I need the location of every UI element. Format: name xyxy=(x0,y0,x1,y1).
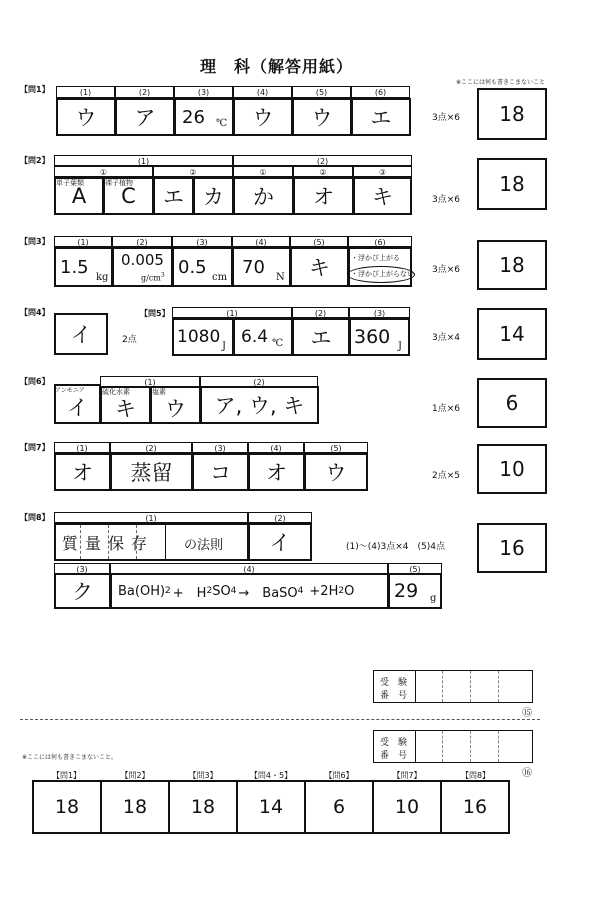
q5-header-1: (1) xyxy=(172,307,292,318)
q6-label: 【問6】 xyxy=(20,377,50,386)
summary-header-7: 【問8】 xyxy=(460,771,491,780)
q6-answer-4[interactable]: ア, ウ, キ xyxy=(200,386,319,424)
q8-answer-2[interactable]: イ xyxy=(248,523,312,561)
q5-unit-1b: ℃ xyxy=(272,338,284,349)
cut-line xyxy=(20,719,540,720)
q3-header-3: (3) xyxy=(172,236,232,247)
q5-points: 3点×4 xyxy=(432,333,460,343)
q1-answer-6[interactable]: エ xyxy=(351,98,411,136)
q3-label: 【問3】 xyxy=(20,237,50,246)
q8-divider-2 xyxy=(108,525,109,559)
summary-header-1: 【問1】 xyxy=(51,771,82,780)
q4-label: 【問4】 xyxy=(20,308,50,317)
summary-header-5: 【問6】 xyxy=(324,771,354,780)
q3-unit-4: N xyxy=(276,272,285,283)
q6-group-1: (1) xyxy=(100,376,200,387)
q1-answer-5[interactable]: ウ xyxy=(292,98,352,136)
q7-header-4: (4) xyxy=(248,442,304,453)
exam-digit-sep-2c xyxy=(498,731,499,762)
q3-option-b[interactable]: ・浮かび上がらない xyxy=(351,270,414,278)
q8-char-1: 質 xyxy=(62,533,79,553)
q3-header-5: (5) xyxy=(290,236,348,247)
q3-header-1: (1) xyxy=(54,236,112,247)
q4-points: 2点 xyxy=(122,335,137,345)
q3-unit-2 xyxy=(141,272,165,283)
q1-unit-3: ℃ xyxy=(216,118,228,129)
q1-answer-4[interactable]: ウ xyxy=(233,98,293,136)
summary-score-2: 18 xyxy=(100,780,170,834)
q7-label: 【問7】 xyxy=(20,443,50,452)
summary-score-6: 10 xyxy=(372,780,442,834)
q8-header-1: (1) xyxy=(54,512,248,523)
q6-sub-2: 硫化水素 xyxy=(102,388,130,396)
q2-sub-1: ① xyxy=(54,166,153,177)
q8-eq-h: 4 xyxy=(297,586,304,596)
q5-label: 【問5】 xyxy=(140,309,170,318)
q2-sub-2: ② xyxy=(153,166,233,177)
q1-score: 18 xyxy=(477,88,547,140)
q1-answer-3[interactable] xyxy=(174,98,234,136)
q8-char-4: 存 xyxy=(131,533,148,553)
q8-eq-e: SO xyxy=(212,583,231,599)
q2-answer-o[interactable]: オ xyxy=(293,177,354,215)
q5-answer-1b[interactable] xyxy=(233,318,293,356)
q7-answer-5[interactable]: ウ xyxy=(304,453,368,491)
q1-answer-1[interactable]: ウ xyxy=(56,98,116,136)
summary-score-4: 14 xyxy=(236,780,306,834)
q1-header-3: (3) xyxy=(174,86,233,98)
summary-header-6: 【問7】 xyxy=(392,771,422,780)
q1-header-4: (4) xyxy=(233,86,292,98)
q3-answer-3-value: 0.5 xyxy=(178,256,207,278)
q3-unit-1: kg xyxy=(96,272,109,283)
q2-cat-1: 単子葉類 xyxy=(56,179,84,187)
q6-answer-1[interactable]: イ xyxy=(54,384,101,424)
q1-label: 【問1】 xyxy=(20,85,50,94)
q6-group-2: (2) xyxy=(200,376,318,387)
q1-points: 3点×6 xyxy=(432,113,460,123)
q3-unit-3: cm xyxy=(212,272,228,283)
summary-score-1: 18 xyxy=(32,780,102,834)
q8-eq-a: Ba(OH) xyxy=(118,583,166,599)
q8-eq-d: 2 xyxy=(206,586,213,596)
q3-unit-2-cube: 3 xyxy=(160,272,165,279)
q2-points: 3点×6 xyxy=(432,195,460,205)
q7-header-3: (3) xyxy=(192,442,248,453)
q5-answer-2[interactable]: エ xyxy=(292,318,350,356)
summary-score-3: 18 xyxy=(168,780,238,834)
q8-header-5: (5) xyxy=(388,563,442,574)
q3-answer-2-value: 0.005 xyxy=(121,251,164,269)
q45-score: 14 xyxy=(477,308,547,360)
summary-score-7: 16 xyxy=(440,780,510,834)
q1-header-2: (2) xyxy=(115,86,174,98)
q8-char-2: 量 xyxy=(85,533,102,553)
q3-header-4: (4) xyxy=(232,236,290,247)
q8-answer-3[interactable]: ク xyxy=(54,573,111,609)
q5-answer-3-value: 360 xyxy=(354,326,391,348)
q3-header-6: (6) xyxy=(348,236,412,247)
q1-answer-3-value: 26 xyxy=(182,106,205,128)
q6-score: 6 xyxy=(477,378,547,428)
q7-header-5: (5) xyxy=(304,442,368,453)
q8-header-2: (2) xyxy=(248,512,312,523)
exam-digit-sep-2a xyxy=(442,731,443,762)
q6-answer-2[interactable]: キ xyxy=(100,386,151,424)
exam-label-1b: 番 号 xyxy=(380,691,408,701)
q8-divider-3 xyxy=(136,525,137,559)
q5-unit-1a: J xyxy=(222,341,227,352)
q2-sub-3: ① xyxy=(233,166,293,177)
q8-score: 16 xyxy=(477,523,547,573)
q2-answer-ka[interactable]: カ xyxy=(193,177,234,215)
q8-eq-j: 2 xyxy=(338,586,345,596)
q8-divider-4 xyxy=(165,525,166,559)
q2-sub-5: ③ xyxy=(353,166,412,177)
exam-mark-2: ⑯ xyxy=(522,768,532,779)
q2-answer-ka-hira[interactable]: か xyxy=(233,177,294,215)
q2-answer-a[interactable]: A xyxy=(54,177,104,215)
exam-digit-sep-2b xyxy=(470,731,471,762)
q7-answer-4[interactable]: オ xyxy=(248,453,305,491)
q2-label: 【問2】 xyxy=(20,156,50,165)
summary-header-2: 【問2】 xyxy=(120,771,150,780)
summary-header-3: 【問3】 xyxy=(188,771,218,780)
q6-points: 1点×6 xyxy=(432,404,460,414)
q8-eq-g: → BaSO xyxy=(238,585,298,601)
q2-sub-4: ② xyxy=(293,166,353,177)
q1-header-1: (1) xyxy=(56,86,115,98)
q5-answer-1b-value: 6.4 xyxy=(241,327,269,347)
q8-eq-c: + H xyxy=(172,585,207,601)
q8-answer-4[interactable] xyxy=(110,573,389,609)
q1-header-6: (6) xyxy=(351,86,410,98)
q6-sub-1: アンモニア xyxy=(55,387,85,394)
exam-digit-sep-1a xyxy=(442,671,443,702)
q2-answer-c[interactable]: C xyxy=(103,177,154,215)
exam-digit-sep-1c xyxy=(498,671,499,702)
q8-divider-1 xyxy=(80,525,81,559)
q5-header-3: (3) xyxy=(349,307,410,318)
q3-header-2: (2) xyxy=(112,236,172,247)
note-top: ※ここには何も書きこまないこと xyxy=(456,79,546,86)
q7-answer-3[interactable]: コ xyxy=(192,453,249,491)
q3-unit-2-text: g/cm xyxy=(141,273,161,283)
q8-eq-f: 4 xyxy=(230,586,237,596)
exam-label-2a: 受 験 xyxy=(380,738,408,748)
q3-option-a[interactable]: ・浮かび上がる xyxy=(351,254,400,262)
q5-header-2: (2) xyxy=(292,307,349,318)
q3-score: 18 xyxy=(477,240,547,290)
q5-unit-3: J xyxy=(398,341,403,352)
q8-points: (1)～(4)3点×4 (5)4点 xyxy=(346,542,445,552)
q8-eq-k: O xyxy=(344,583,355,599)
q4-answer[interactable]: イ xyxy=(54,313,108,355)
exam-label-2b: 番 号 xyxy=(380,751,408,761)
q2-answer-ki[interactable]: キ xyxy=(353,177,412,215)
q2-group-2: (2) xyxy=(233,155,412,166)
exam-label-1a: 受 験 xyxy=(380,678,408,688)
summary-score-5: 6 xyxy=(304,780,374,834)
q3-points: 3点×6 xyxy=(432,265,460,275)
q2-score: 18 xyxy=(477,158,547,210)
q6-sub-3: 塩素 xyxy=(152,388,166,396)
q2-group-1: (1) xyxy=(54,155,233,166)
q3-answer-5[interactable]: キ xyxy=(290,247,349,287)
q7-points: 2点×5 xyxy=(432,471,460,481)
page-title: 理 科（解答用紙） xyxy=(200,57,354,76)
q8-eq-i: +2H xyxy=(309,583,339,599)
exam-mark-1: ⑮ xyxy=(522,708,532,719)
q2-cat-2: 裸子植物 xyxy=(105,179,133,187)
q5-answer-1a-value: 1080 xyxy=(177,327,221,347)
q7-header-2: (2) xyxy=(110,442,192,453)
q8-header-4: (4) xyxy=(110,563,388,574)
note-bottom: ※ここには何も書きこまないこと。 xyxy=(22,754,118,761)
q3-answer-4-value: 70 xyxy=(242,256,265,278)
q7-header-1: (1) xyxy=(54,442,110,453)
q8-unit-5: g xyxy=(430,593,437,604)
q8-label: 【問8】 xyxy=(20,513,50,522)
summary-header-4: 【問4・5】 xyxy=(249,771,293,780)
summary-table xyxy=(32,770,510,834)
q7-answer-1[interactable]: オ xyxy=(54,453,111,491)
q8-eq-b: 2 xyxy=(165,586,171,596)
q1-answer-2[interactable]: ア xyxy=(115,98,175,136)
q3-answer-1-value: 1.5 xyxy=(60,256,89,278)
q8-header-3: (3) xyxy=(54,563,110,574)
exam-digit-sep-1b xyxy=(470,671,471,702)
q8-char-3: 保 xyxy=(108,533,125,553)
q7-score: 10 xyxy=(477,444,547,494)
q1-header-5: (5) xyxy=(292,86,351,98)
q8-answer-5-value: 29 xyxy=(394,580,419,602)
q8-suffix: の法則 xyxy=(184,538,224,553)
q2-answer-e[interactable]: エ xyxy=(153,177,194,215)
q7-answer-2[interactable]: 蒸留 xyxy=(110,453,193,491)
q6-answer-3[interactable]: ウ xyxy=(150,386,201,424)
